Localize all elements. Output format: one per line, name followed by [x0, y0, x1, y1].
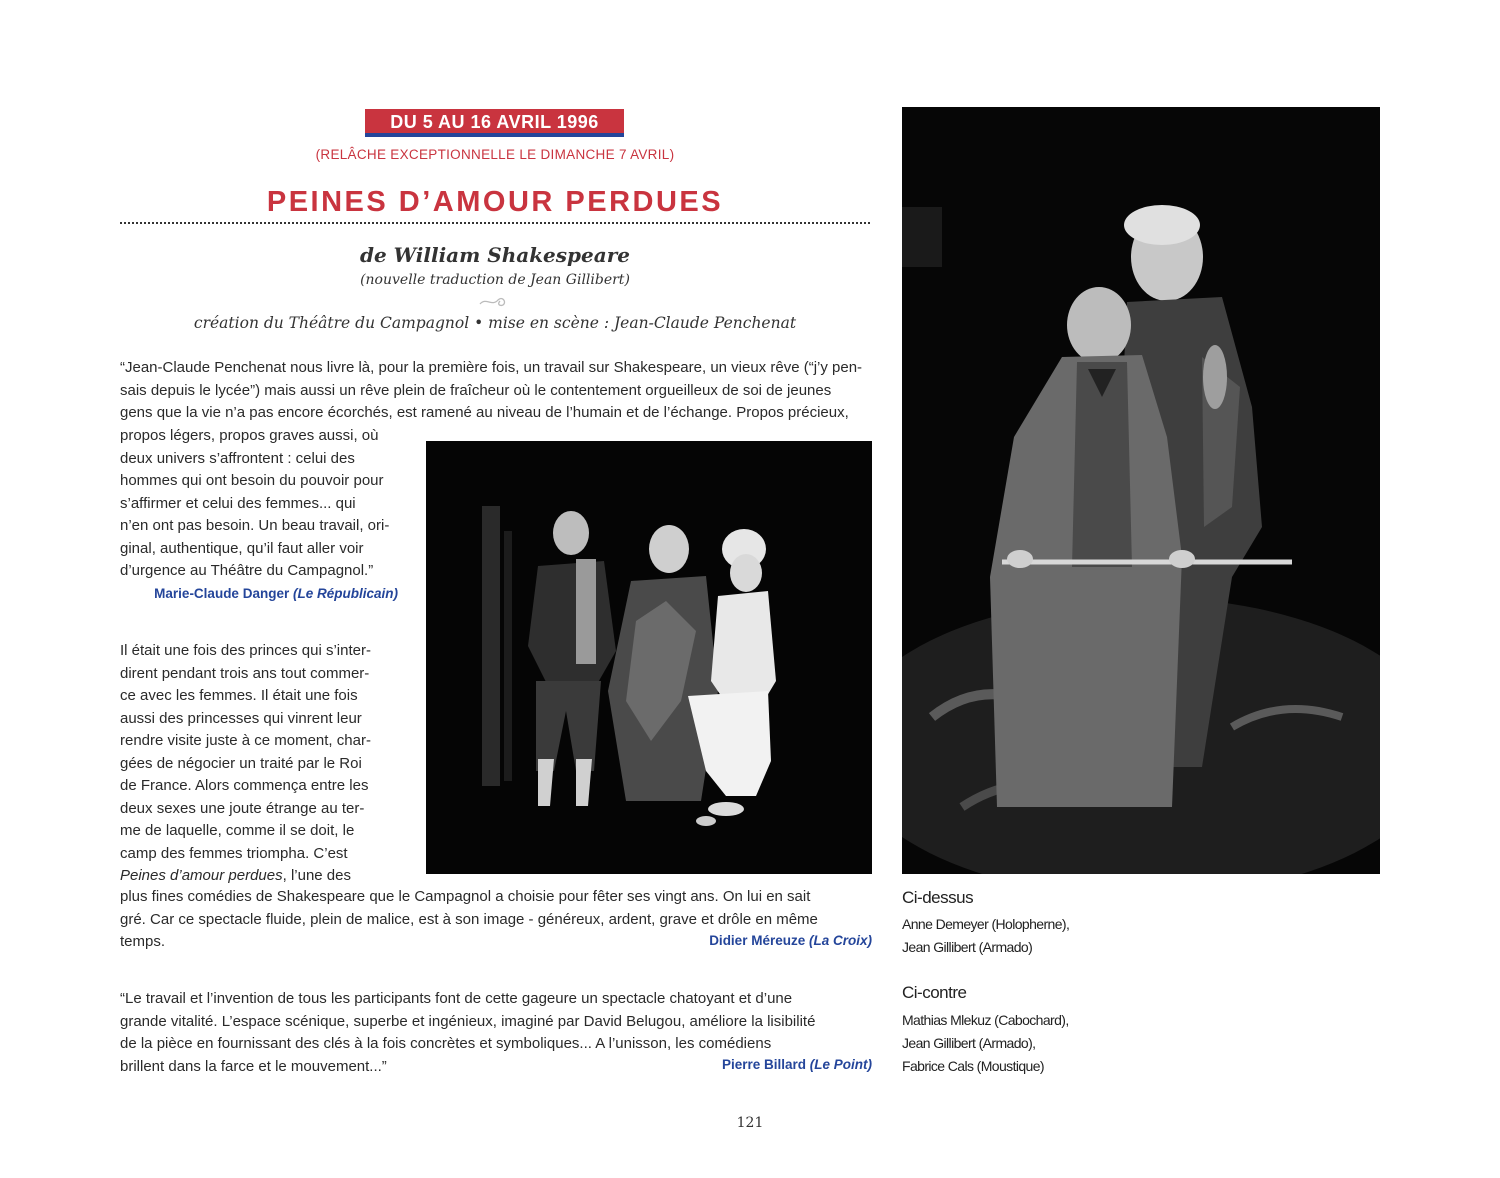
- caption-above-heading: Ci-dessus: [902, 888, 974, 907]
- date-banner: DU 5 AU 16 AVRIL 1996: [365, 109, 624, 137]
- text-line: plus fines comédies de Shakespeare que le Campagnol a choisie pour fêter ses vingt ans. On lui en sait: [120, 888, 811, 905]
- text-line: “Le travail et l’invention de tous les participants font de cette gageure un spectacle chatoyant et d’une: [120, 990, 793, 1007]
- text-line: rendre visite juste à ce moment, char-: [120, 732, 371, 749]
- text-line: s’affirmer et celui des femmes... qui: [120, 494, 356, 512]
- review1-attribution: [120, 586, 398, 601]
- play-title-italic: Peines d’amour perdues: [120, 867, 283, 884]
- review2-source: (La Croix): [808, 933, 872, 948]
- dotted-divider: [120, 222, 870, 224]
- text-line: aussi des princesses qui vinrent leur: [120, 709, 362, 727]
- text-line: me de laquelle, comme il se doit, le: [120, 822, 355, 839]
- review2-author: Didier Méreuze: [709, 933, 806, 948]
- text-line: deux univers s’affrontent : celui des: [120, 449, 355, 467]
- text-line: gens que la vie n’a pas encore écorchés, est ramené au niveau de l’humain et de l’échange. Propos précieux,: [120, 404, 849, 421]
- translation-credit: (nouvelle traduction de Jean Gillibert): [360, 272, 630, 288]
- text-fragment: , l’une des: [282, 867, 351, 884]
- flourish-ornament: [478, 295, 508, 309]
- text-line: de France. Alors commença entre les: [120, 777, 369, 794]
- text-line: dirent pendant trois ans tout commer-: [120, 664, 370, 682]
- text-line: sais depuis le lycée”) mais aussi un rêve plein de fraîcheur où le contentement orgueilleux de soi de jeunes: [120, 381, 832, 399]
- text-line: de la pièce en fournissant des clés à la fois concrètes et symboliques... A l’unisson, les comédiens: [120, 1035, 772, 1052]
- caption-above-line: Anne Demeyer (Holopherne),: [902, 916, 1070, 932]
- text-line: camp des femmes triompha. C’est: [120, 844, 348, 862]
- caption-beside-line: Jean Gillibert (Armado),: [902, 1035, 1036, 1051]
- text-line: brillent dans la farce et le mouvement...”: [120, 1057, 387, 1075]
- text-line: grande vitalité. L’espace scénique, superbe et ingénieux, imaginé par David Belugou, améliore la lisibilité: [120, 1012, 816, 1030]
- caption-above-line: Jean Gillibert (Armado): [902, 939, 1033, 955]
- review2-lines-narrow: [120, 640, 398, 888]
- text-line: “Jean-Claude Penchenat nous livre là, pour la première fois, un travail sur Shakespeare, un vieux rêve (“j’y pen-: [120, 359, 863, 376]
- stage-photo-three-actors: [426, 441, 872, 874]
- text-line: gées de négocier un traité par le Roi: [120, 754, 362, 772]
- text-line: [120, 865, 398, 888]
- caption-beside-heading: Ci-contre: [902, 983, 967, 1002]
- photo-three-actors-drawing: [426, 441, 872, 874]
- review3-source: (Le Point): [809, 1057, 872, 1072]
- review2-attribution: [560, 933, 872, 948]
- relache-notice: (RELÂCHE EXCEPTIONNELLE LE DIMANCHE 7 AVRIL): [315, 147, 675, 162]
- stage-photo-two-actors: [902, 107, 1380, 874]
- text-line: d’urgence au Théâtre du Campagnol.”: [120, 562, 374, 579]
- page-number: 121: [736, 1115, 764, 1131]
- text-line: ce avec les femmes. Il était une fois: [120, 687, 358, 704]
- creation-credit: création du Théâtre du Campagnol • mise en scène : Jean-Claude Penchenat: [193, 314, 797, 332]
- review1-source: (Le Républicain): [292, 586, 398, 601]
- photo-two-actors-drawing: [902, 107, 1380, 874]
- text-line: Il était une fois des princes qui s’inter-: [120, 642, 371, 659]
- review1-author: Marie-Claude Danger: [154, 586, 290, 601]
- play-author: de William Shakespeare: [360, 243, 630, 267]
- caption-beside-line: Mathias Mlekuz (Cabochard),: [902, 1012, 1069, 1028]
- review3-author: Pierre Billard: [721, 1057, 806, 1072]
- text-line: deux sexes une joute étrange au ter-: [120, 799, 365, 817]
- review1-lines-full: [120, 357, 872, 425]
- text-line: temps.: [120, 933, 166, 950]
- page-title: PEINES D’AMOUR PERDUES: [266, 186, 724, 218]
- text-line: ginal, authentique, qu’il faut aller voir: [120, 539, 364, 557]
- text-line: propos légers, propos graves aussi, où: [120, 427, 379, 444]
- text-line: gré. Car ce spectacle fluide, plein de malice, est à son image - généreux, ardent, grave et drôle en même: [120, 910, 818, 928]
- caption-beside-line: Fabrice Cals (Moustique): [902, 1058, 1044, 1074]
- review1-lines-narrow: [120, 425, 398, 583]
- text-line: hommes qui ont besoin du pouvoir pour: [120, 472, 384, 489]
- review3-attribution: [560, 1057, 872, 1072]
- text-line: n’en ont pas besoin. Un beau travail, ori-: [120, 517, 390, 534]
